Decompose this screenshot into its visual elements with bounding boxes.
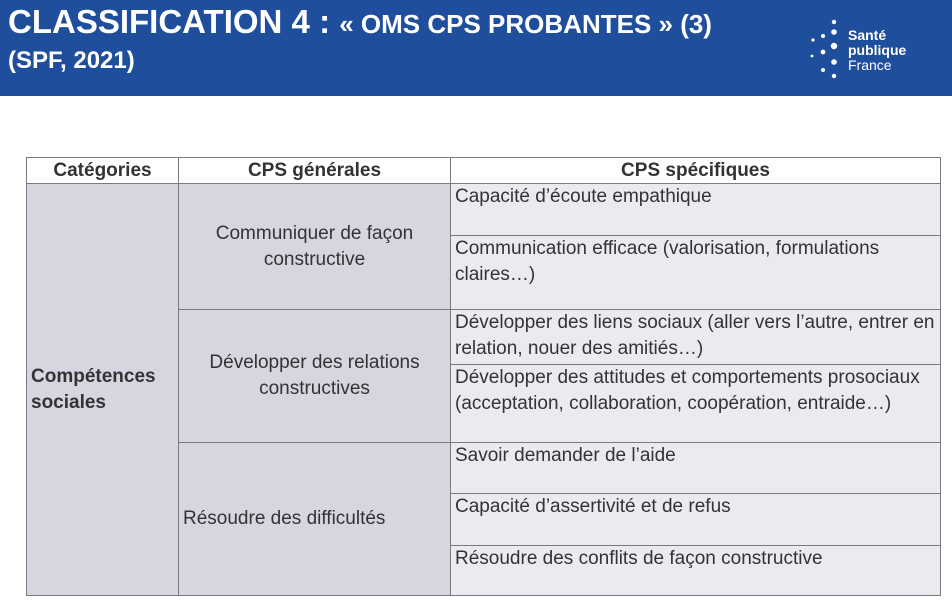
table-row xyxy=(27,184,941,236)
header-cps-generales: CPS générales xyxy=(179,158,451,184)
general-cps-cell: Résoudre des difficultés xyxy=(179,443,451,596)
header-categories: Catégories xyxy=(27,158,179,184)
specific-cps-cell: Développer des liens sociaux (aller vers l’autre, entrer en relation, nouer des amitiés…) xyxy=(451,310,941,365)
general-cps-cell: Communiquer de façon constructive xyxy=(179,184,451,310)
logo-text xyxy=(848,28,906,73)
page-title xyxy=(8,2,712,44)
cps-classification-table xyxy=(26,157,941,596)
logo-dots-icon xyxy=(806,16,846,84)
specific-cps-cell: Résoudre des conflits de façon constructive xyxy=(451,546,941,596)
specific-cps-cell: Savoir demander de l’aide xyxy=(451,443,941,494)
logo-line-3: France xyxy=(848,57,892,73)
specific-cps-cell: Capacité d’écoute empathique xyxy=(451,184,941,236)
specific-cps-cell: Communication efficace (valorisation, formulations claires…) xyxy=(451,236,941,310)
logo-line-1: Santé xyxy=(848,27,887,43)
sante-publique-france-logo xyxy=(806,8,946,84)
category-cell: Compétences sociales xyxy=(27,184,179,596)
title-quote: « OMS CPS PROBANTES » (3) xyxy=(339,9,712,39)
title-banner xyxy=(0,0,952,96)
specific-cps-cell: Capacité d’assertivité et de refus xyxy=(451,494,941,546)
specific-cps-cell: Développer des attitudes et comportements prosociaux (acceptation, collaboration, coopération, entraide…) xyxy=(451,365,941,443)
logo-line-2: publique xyxy=(848,42,907,58)
header-cps-specifiques: CPS spécifiques xyxy=(451,158,941,184)
title-main: CLASSIFICATION 4 : xyxy=(8,3,340,40)
general-cps-cell: Développer des relations constructives xyxy=(179,310,451,443)
table-header-row xyxy=(27,158,941,184)
page-subtitle: (SPF, 2021) xyxy=(8,47,135,74)
